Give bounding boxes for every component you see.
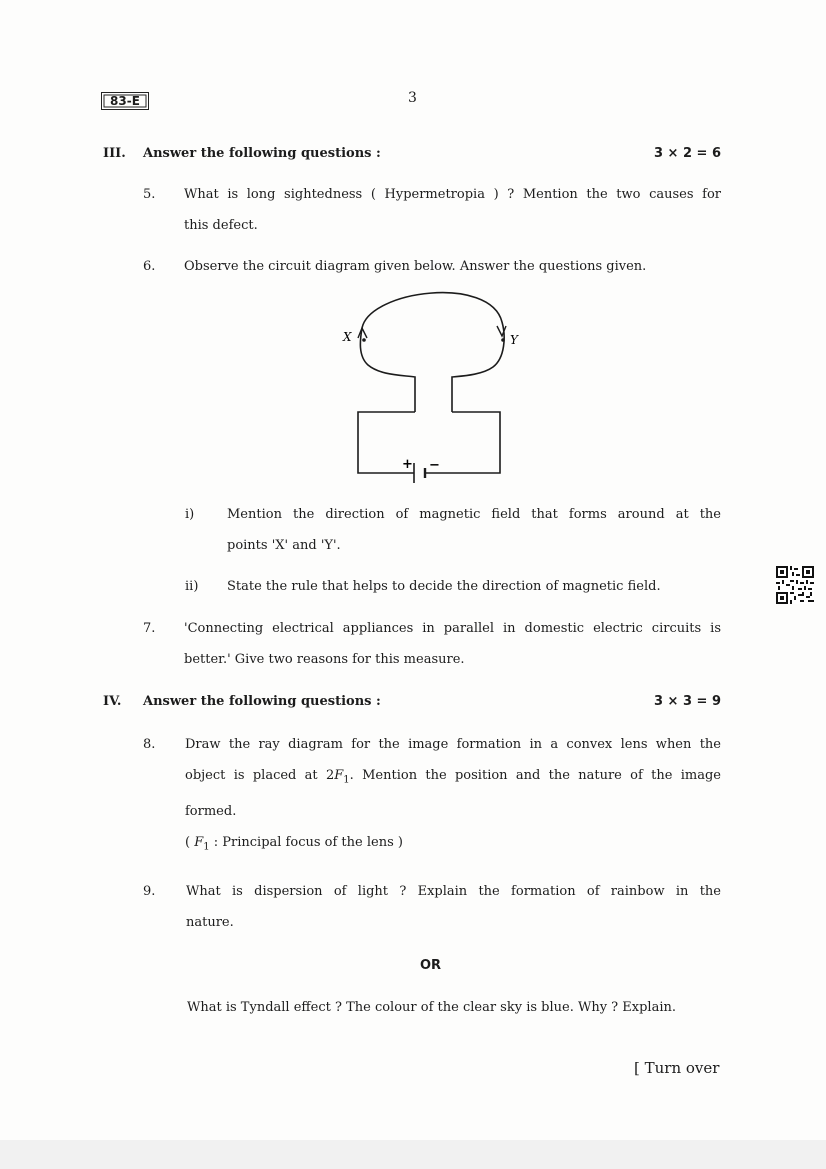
q5-line-1: What is long sightedness ( Hypermetropia ) ? Mention the two causes for [184, 187, 721, 202]
scan-bottom-edge [0, 1140, 826, 1169]
q8-line-1: Draw the ray diagram for the image formation in a convex lens when the [185, 737, 721, 752]
q6-sub-i-line-1: Mention the direction of magnetic field that forms around at the [227, 507, 721, 522]
section-4-marks: 3 × 3 = 9 [653, 694, 721, 709]
battery-plus: + [402, 457, 413, 472]
q8-line-2: object is placed at $2F_1$. Mention the position and the nature of the image [185, 768, 721, 786]
q6-line-1: Observe the circuit diagram given below. Answer the questions given. [184, 259, 647, 274]
or-label: OR [420, 958, 442, 973]
q9-number: 9. [143, 884, 156, 899]
arrow-up-icon [358, 328, 367, 338]
battery-minus: − [429, 458, 440, 473]
q8-line-3: formed. [185, 803, 237, 819]
q5-line-2: this defect. [184, 218, 258, 233]
q9-text [186, 876, 721, 938]
q5-text [184, 179, 721, 241]
section-3-title: Answer the following questions : [143, 146, 381, 161]
section-3-marks: 3 × 2 = 6 [653, 146, 721, 161]
q9-alternative: What is Tyndall effect ? The colour of the clear sky is blue. Why ? Explain. [187, 1000, 676, 1015]
q6-sub-i-text [227, 499, 721, 561]
q6-sub-i-number: i) [185, 507, 195, 522]
q5-number: 5. [143, 187, 156, 202]
q6-sub-ii-text: State the rule that helps to decide the direction of magnetic field. [227, 579, 661, 594]
page-number: 3 [408, 90, 417, 106]
q9-line-2: nature. [186, 915, 234, 930]
section-4-title: Answer the following questions : [143, 694, 381, 709]
point-x-dot [362, 338, 366, 342]
q7-line-2: better.' Give two reasons for this measure. [184, 652, 465, 667]
circuit-diagram [330, 280, 530, 485]
q6-number: 6. [143, 259, 156, 274]
q6-text [184, 251, 721, 282]
q8-text [185, 729, 721, 827]
wire-loop [360, 293, 504, 412]
q6-sub-ii-number: ii) [185, 579, 199, 594]
section-4-number: IV. [103, 694, 122, 709]
point-y-dot [501, 338, 505, 342]
label-x: X [343, 330, 352, 344]
label-y: Y [510, 333, 518, 347]
q7-number: 7. [143, 621, 156, 636]
paper-code-box: 83-E [101, 92, 149, 110]
section-3-number: III. [103, 146, 126, 161]
q7-text [184, 613, 721, 675]
q7-line-1: 'Connecting electrical appliances in parallel in domestic electric circuits is [184, 621, 721, 636]
q9-line-1: What is dispersion of light ? Explain the formation of rainbow in the [186, 884, 721, 899]
turn-over-label: [ Turn over [634, 1059, 720, 1077]
qr-code-icon [776, 566, 814, 604]
q8-number: 8. [143, 737, 156, 752]
q8-note: ( $F_1$ : Principal focus of the lens ) [185, 835, 403, 853]
q6-sub-i-line-2: points 'X' and 'Y'. [227, 538, 341, 553]
